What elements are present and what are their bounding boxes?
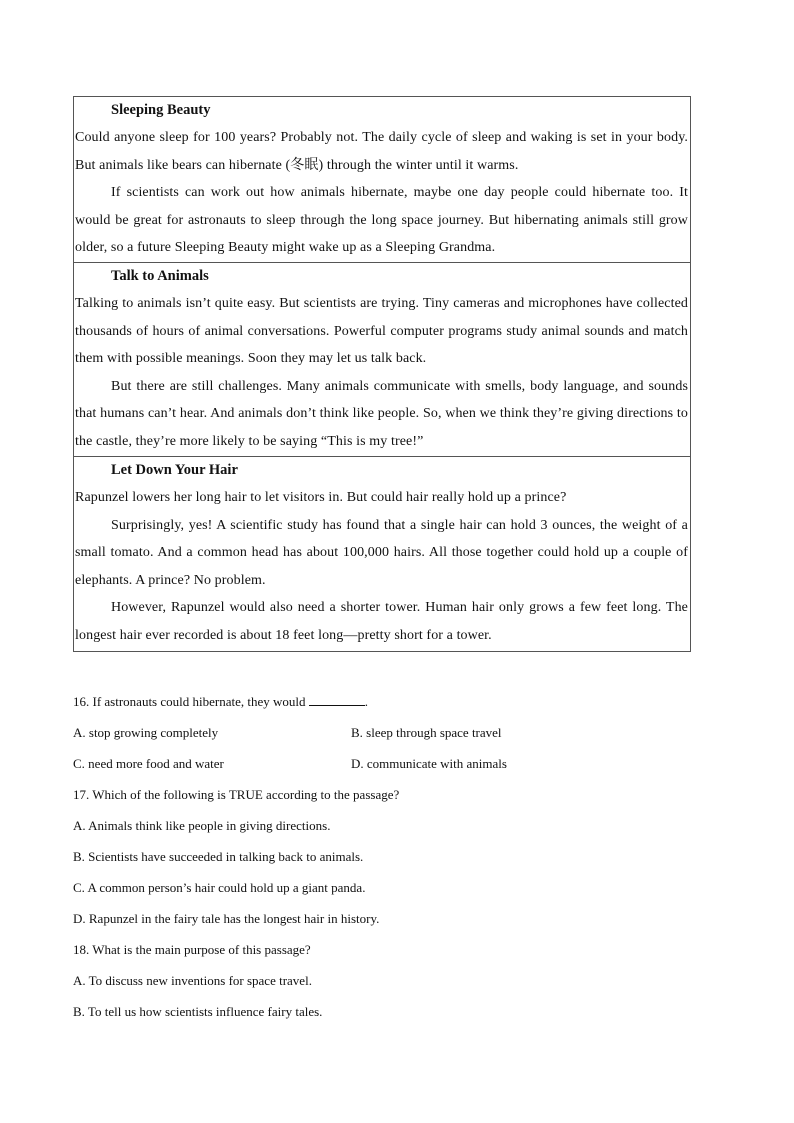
question-16 [73, 686, 691, 717]
section-title: Sleeping Beauty [111, 102, 211, 118]
paragraph: Surprisingly, yes! A scientific study has found that a single hair can hold 3 ounces, the weight of a small tomato. And a common head has about 100,000 hairs. All those together could hold up a couple of elephants. A prince? No problem. [75, 517, 688, 588]
question-stem: If astronauts could hibernate, they would [92, 694, 306, 709]
question-number: 16. [73, 694, 90, 709]
option-a: A. To discuss new inventions for space travel. [73, 973, 312, 988]
paragraph: Could anyone sleep for 100 years? Probably not. The daily cycle of sleep and waking is set in your body. But animals like bears can hibernate (冬眠) through the winter until it warms. [75, 130, 688, 173]
section-title: Talk to Animals [111, 268, 209, 284]
passage-section-sleeping-beauty [74, 97, 690, 263]
option-row [73, 748, 691, 779]
option-b: B. To tell us how scientists influence fairy tales. [73, 1004, 323, 1019]
option-row [73, 717, 691, 748]
option-a: A. stop growing completely [73, 725, 219, 740]
option-b: B. Scientists have succeeded in talking back to animals. [73, 849, 364, 864]
paragraph: Rapunzel lowers her long hair to let visitors in. But could hair really hold up a prince? [75, 490, 567, 505]
paragraph: Talking to animals isn’t quite easy. But scientists are trying. Tiny cameras and microphones have collected thousands of hours of animal conversations. Powerful computer programs study animal sounds and match them with possible meanings. Soon they may let us talk back. [75, 296, 688, 367]
passage-section-let-down-your-hair [74, 457, 690, 651]
option-d: D. Rapunzel in the fairy tale has the longest hair in history. [73, 911, 380, 926]
option-c: C. A common person’s hair could hold up a giant panda. [73, 880, 366, 895]
question-number: 18. [73, 942, 90, 957]
question-end: . [364, 694, 368, 709]
paragraph: But there are still challenges. Many animals communicate with smells, body language, and sounds that humans can’t hear. And animals don’t think like people. So, when we think they’re giving directions to the castle, they’re more likely to be saying “This is my tree!” [75, 378, 688, 449]
question-stem: What is the main purpose of this passage? [92, 942, 311, 957]
passage-section-talk-to-animals [74, 263, 690, 457]
answer-blank [309, 693, 365, 706]
section-title: Let Down Your Hair [111, 462, 238, 478]
option-a: A. Animals think like people in giving directions. [73, 818, 331, 833]
question-18 [73, 934, 691, 965]
question-stem: Which of the following is TRUE according to the passage? [92, 787, 400, 802]
paragraph: However, Rapunzel would also need a shorter tower. Human hair only grows a few feet long. The longest hair ever recorded is about 18 feet long—pretty short for a tower. [75, 600, 688, 643]
option-c: C. need more food and water [73, 756, 224, 771]
paragraph: If scientists can work out how animals hibernate, maybe one day people could hibernate too. It would be great for astronauts to sleep through the long space journey. But hibernating animals still grow older, so a future Sleeping Beauty might wake up as a Sleeping Grandma. [75, 185, 688, 256]
question-list [73, 686, 691, 1027]
option-d: D. communicate with animals [351, 756, 507, 771]
option-b: B. sleep through space travel [351, 725, 502, 740]
question-number: 17. [73, 787, 90, 802]
question-17 [73, 779, 691, 810]
passage-table [73, 96, 691, 652]
